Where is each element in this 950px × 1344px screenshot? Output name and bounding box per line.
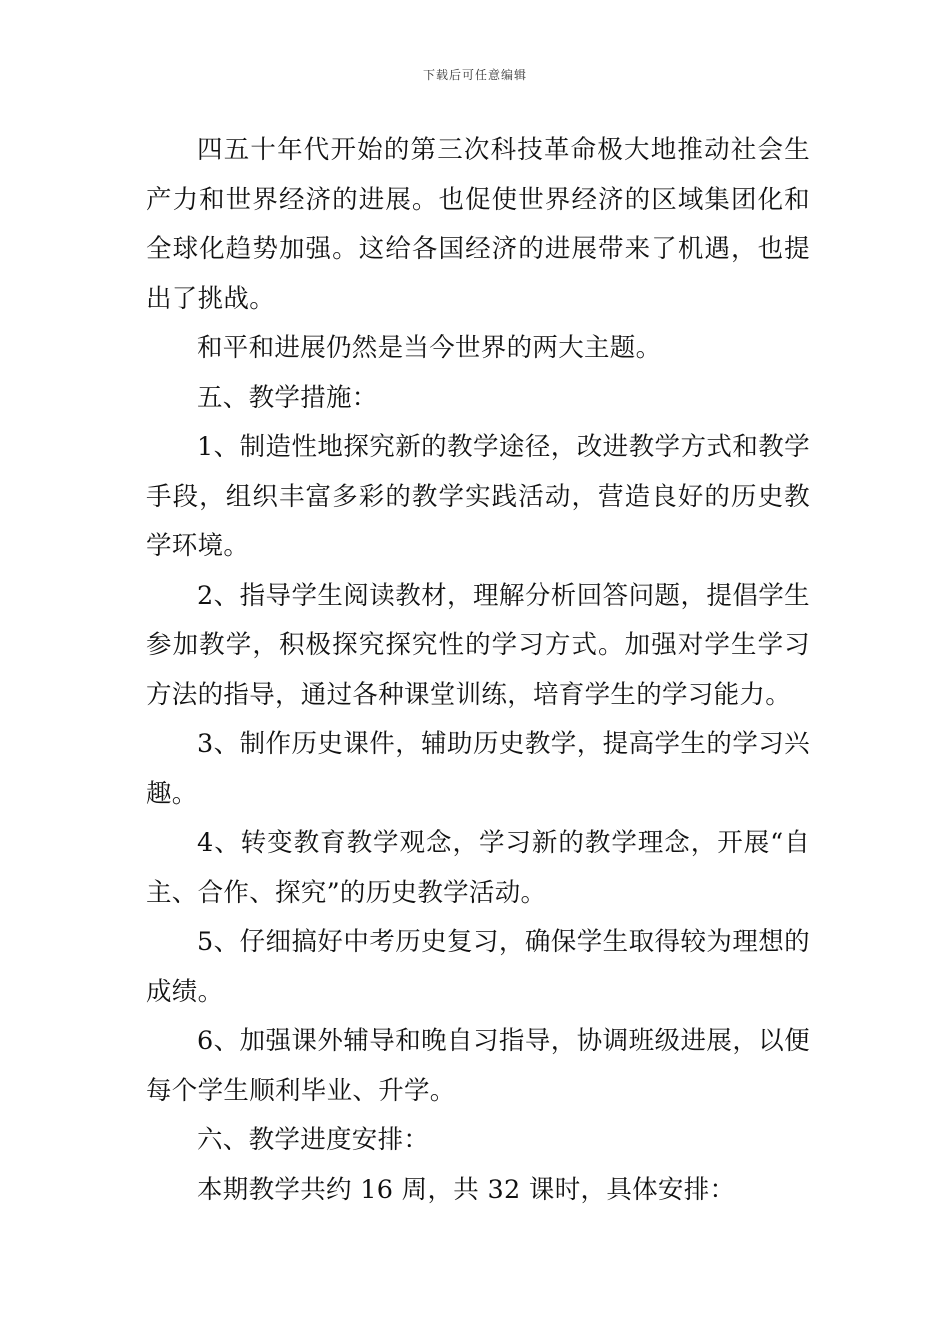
- paragraph-schedule-summary: 本期教学共约 16 周，共 32 课时，具体安排：: [197, 1174, 736, 1205]
- measure-item-6: 6、加强课外辅导和晚自习指导，协调班级进展，以便每个学生顺利毕业、升学。: [146, 1026, 810, 1106]
- section-heading-schedule: 六、教学进度安排：: [197, 1125, 430, 1155]
- paragraph-peace-development: 和平和进展仍然是当今世界的两大主题。: [197, 333, 662, 363]
- paragraph-tech-revolution: 四五十年代开始的第三次科技革命极大地推动社会生产力和世界经济的进展。也促使世界经济的区域集团化和全球化趋势加强。这给各国经济的进展带来了机遇，也提出了挑战。: [146, 135, 810, 314]
- measure-item-4: 4、转变教育教学观念，学习新的教学理念，开展“自主、合作、探究”的历史教学活动。: [146, 828, 810, 908]
- header-note: 下载后可任意编辑: [422, 68, 527, 82]
- measure-item-3: 3、制作历史课件，辅助历史教学，提高学生的学习兴趣。: [146, 729, 810, 809]
- section-heading-teaching-measures: 五、教学措施：: [197, 382, 378, 413]
- measure-item-1: 1、制造性地探究新的教学途径，改进教学方式和教学手段，组织丰富多彩的教学实践活动，营造良好的历史教学环境。: [146, 432, 810, 561]
- document-body: [146, 126, 810, 1215]
- measure-item-2: 2、指导学生阅读教材，理解分析回答问题，提倡学生参加教学，积极探究探究性的学习方式。加强对学生学习方法的指导，通过各种课堂训练，培育学生的学习能力。: [146, 580, 810, 710]
- measure-item-5: 5、仔细搞好中考历史复习，确保学生取得较为理想的成绩。: [146, 927, 810, 1007]
